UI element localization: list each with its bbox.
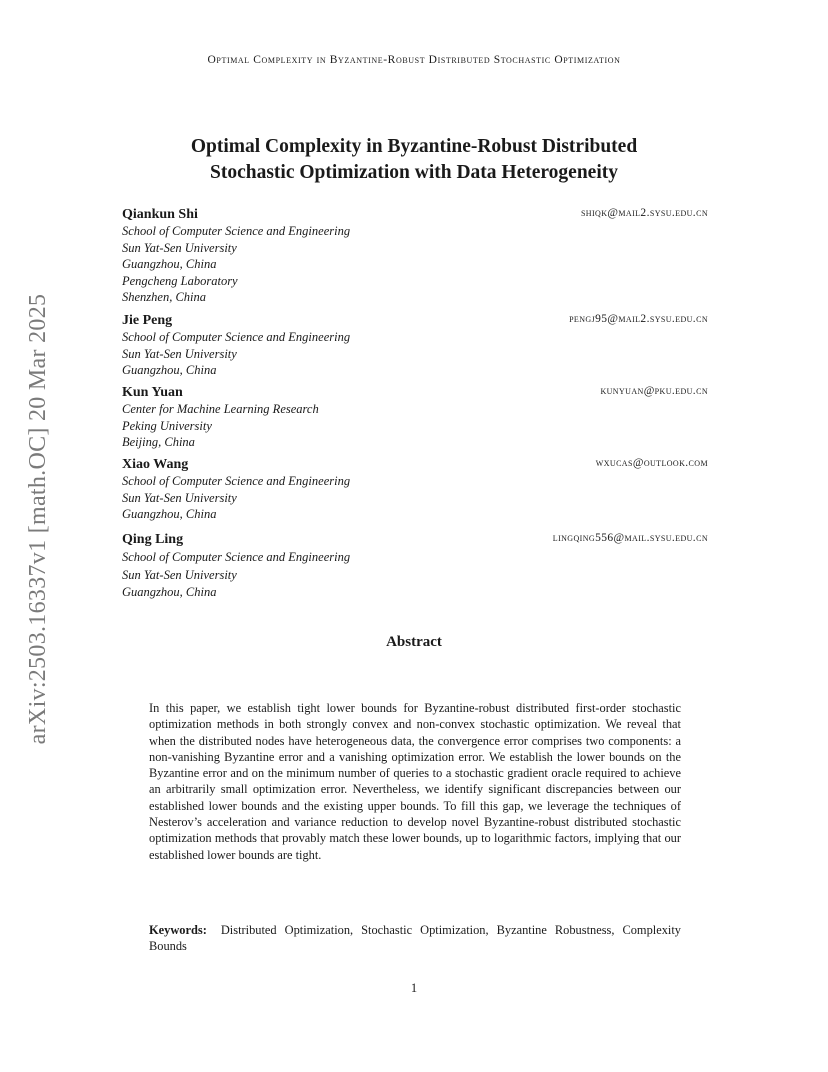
author-block xyxy=(122,312,708,379)
arxiv-stamp-text: arXiv:2503.16337v1 [math.OC] 20 Mar 2025 xyxy=(25,293,51,745)
affiliation-line: School of Computer Science and Engineering xyxy=(122,224,351,238)
affiliation-line: School of Computer Science and Engineering xyxy=(122,550,351,564)
abstract-body: In this paper, we establish tight lower bounds for Byzantine-robust distributed first-order stochastic optimization methods in both strongly convex and non-convex stochastic optimization. We reveal that when the distributed nodes have heterogeneous data, the convergence error comprises two components: a non-vanishing Byzantine error and a vanishing optimization error. We establish the lower bounds on the Byzantine error and on the minimum number of queries to a stochastic gradient oracle required to achieve an arbitrarily small optimization error. Nevertheless, we identify significant discrepancies between our established lower bounds and the existing upper bounds. To fill this gap, we leverage the techniques of Nesterov’s acceleration and variance reduction to develop novel Byzantine-robust distributed stochastic optimization methods that provably match these lower bounds, up to logarithmic factors, implying that our established lower bounds are tight. xyxy=(149,701,681,862)
affiliation-line: School of Computer Science and Engineering xyxy=(122,330,351,344)
author-email: lingqing556@mail.sysu.edu.cn xyxy=(552,532,708,544)
affiliation-line: Pengcheng Laboratory xyxy=(122,273,238,288)
affiliation-line: Sun Yat-Sen University xyxy=(122,346,237,361)
author-block xyxy=(122,384,708,451)
page-number: 1 xyxy=(410,981,418,995)
author-name: Qiankun Shi xyxy=(122,207,198,222)
author-email: shiqk@mail2.sysu.edu.cn xyxy=(580,207,708,219)
running-head: Optimal Complexity in Byzantine-Robust Distributed Stochastic Optimization xyxy=(207,54,621,66)
affiliation-line: Sun Yat-Sen University xyxy=(122,567,237,582)
affiliation-line: Guangzhou, China xyxy=(122,585,217,599)
affiliation-line: Sun Yat-Sen University xyxy=(122,490,237,505)
affiliation-line: Center for Machine Learning Research xyxy=(122,402,319,416)
author-name: Xiao Wang xyxy=(122,457,189,472)
author-name: Qing Ling xyxy=(122,532,184,547)
affiliation-line: Guangzhou, China xyxy=(122,363,217,377)
affiliation-line: Sun Yat-Sen University xyxy=(122,240,237,255)
author-name: Jie Peng xyxy=(122,313,173,328)
affiliation-line: Guangzhou, China xyxy=(122,257,217,271)
author-block xyxy=(122,206,708,306)
author-block xyxy=(122,531,708,601)
affiliation-line: Shenzhen, China xyxy=(122,290,207,304)
author-block xyxy=(122,456,708,523)
author-email: wxucas@outlook.com xyxy=(595,457,708,469)
affiliation-line: Guangzhou, China xyxy=(122,507,217,521)
paper-title xyxy=(60,134,768,186)
affiliation-line: Beijing, China xyxy=(122,435,195,449)
affiliation-line: Peking University xyxy=(122,418,212,433)
title-line-1: Optimal Complexity in Byzantine-Robust Distributed xyxy=(190,136,638,157)
affiliation-line: School of Computer Science and Engineering xyxy=(122,474,351,488)
keywords-label: Keywords: xyxy=(149,923,207,937)
keywords-text: Distributed Optimization, Stochastic Optimization, Byzantine Robustness, Complexity Bounds xyxy=(149,923,681,954)
author-email: pengj95@mail2.sysu.edu.cn xyxy=(569,313,708,325)
author-name: Kun Yuan xyxy=(122,385,183,400)
title-line-2: Stochastic Optimization with Data Heterogeneity xyxy=(210,162,618,183)
author-email: kunyuan@pku.edu.cn xyxy=(600,385,708,397)
arxiv-stamp xyxy=(10,264,66,774)
keywords xyxy=(149,922,681,955)
abstract-heading: Abstract xyxy=(386,634,442,650)
